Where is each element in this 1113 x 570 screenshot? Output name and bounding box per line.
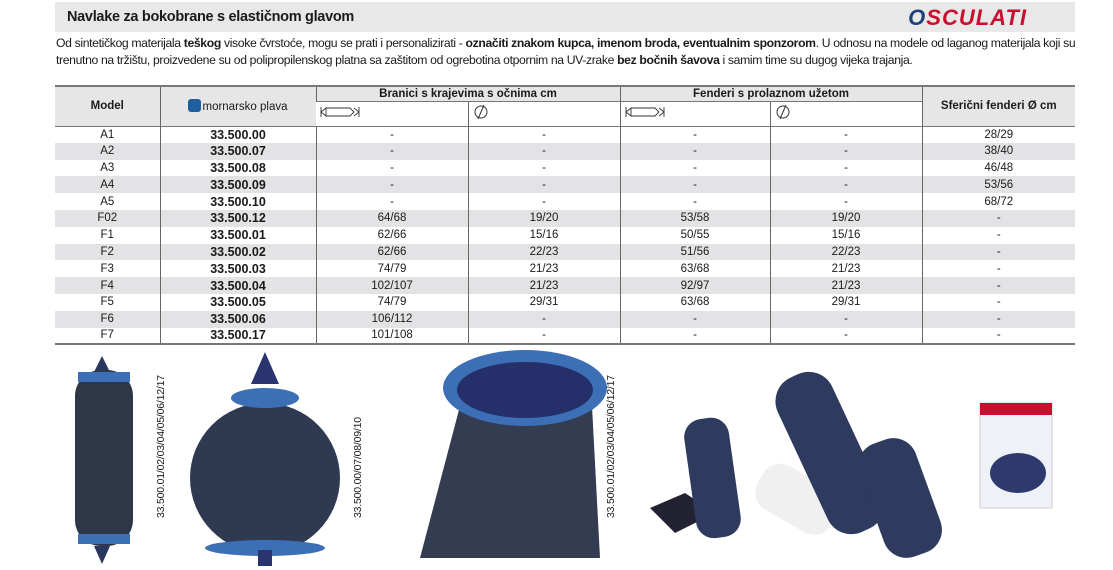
cell-c4: 29/31 <box>770 294 922 311</box>
page-title: Navlake za bokobrane s elastičnom glavom <box>67 9 354 25</box>
cell-c3: - <box>620 160 770 177</box>
cell-c5: 28/29 <box>922 126 1075 143</box>
table-row <box>55 160 1075 177</box>
cell-code: 33.500.01 <box>160 227 316 244</box>
cell-c4: - <box>770 176 922 193</box>
table-row <box>55 260 1075 277</box>
cell-c2: 21/23 <box>468 277 620 294</box>
table-row <box>55 210 1075 227</box>
header-bar <box>55 2 1075 32</box>
cell-model: A5 <box>100 195 115 208</box>
cell-code: 33.500.07 <box>160 143 316 160</box>
table-row <box>55 143 1075 160</box>
table-row <box>55 244 1075 261</box>
cell-c2: 15/16 <box>468 227 620 244</box>
cell-c5: - <box>922 294 1075 311</box>
table-row <box>55 176 1075 193</box>
cell-c4: - <box>770 143 922 160</box>
cell-model: A2 <box>55 143 160 160</box>
cell-c3: 53/58 <box>620 210 770 227</box>
table-row <box>55 126 1075 143</box>
cell-model: F2 <box>55 244 160 261</box>
cell-c4: 21/23 <box>770 277 922 294</box>
cell-c5: - <box>922 260 1075 277</box>
cell-model: F02 <box>55 210 160 227</box>
diameter-icon <box>468 101 620 126</box>
cell-c5: 46/48 <box>922 160 1075 177</box>
cell-c5: 38/40 <box>922 143 1075 160</box>
cell-model: A1 <box>100 128 115 141</box>
diameter-icon <box>770 101 922 126</box>
cell-code: 33.500.03 <box>160 260 316 277</box>
cell-code: 33.500.02 <box>160 244 316 261</box>
cell-code: 33.500.09 <box>160 176 316 193</box>
table-row <box>55 227 1075 244</box>
table-row <box>55 294 1075 311</box>
cell-c4: - <box>770 328 922 345</box>
cell-c3: - <box>620 143 770 160</box>
cell-c1: 62/66 <box>316 244 468 261</box>
cell-code: 33.500.00 <box>160 126 316 143</box>
cell-model: F7 <box>100 329 114 342</box>
cell-c5: - <box>922 210 1075 227</box>
cell-c1: 74/79 <box>316 260 468 277</box>
cell-c5: - <box>922 227 1075 244</box>
cell-c5: - <box>922 277 1075 294</box>
cell-c2: 22/23 <box>468 244 620 261</box>
table-row <box>55 277 1075 294</box>
fender-closeup-photo <box>420 350 607 558</box>
photo-label-3: 33.500.01/02/03/04/05/06/12/17 <box>605 375 617 518</box>
cell-c1: - <box>316 160 468 177</box>
cell-code: 33.500.10 <box>160 193 316 210</box>
cell-model: F3 <box>100 262 114 275</box>
cell-c4: 21/23 <box>770 260 922 277</box>
cylindrical-fender-photo <box>75 356 133 564</box>
cell-c2: 19/20 <box>468 210 620 227</box>
cell-c5: - <box>922 244 1075 261</box>
cell-c2: - <box>468 126 620 143</box>
fender-covers-table <box>55 85 1075 345</box>
header-color: mornarsko plava <box>160 86 316 126</box>
cell-c4: - <box>770 311 922 328</box>
table-row <box>55 311 1075 328</box>
cell-c1: 102/107 <box>316 277 468 294</box>
cell-model: F6 <box>55 311 160 328</box>
cell-c3: 50/55 <box>620 227 770 244</box>
cell-c3: 51/56 <box>620 244 770 261</box>
cell-c2: - <box>468 193 620 210</box>
cell-c2: - <box>468 143 620 160</box>
osculati-logo: OSCULATI <box>908 5 1027 30</box>
length-icon <box>620 101 770 126</box>
cell-c3: - <box>620 193 770 210</box>
cell-code: 33.500.05 <box>160 294 316 311</box>
length-icon <box>316 101 468 126</box>
cell-c3: - <box>620 176 770 193</box>
description: Od sintetičkog materijala teškog visoke čvrstoće, mogu se prati i personalizirati - označiti znakom kupca, imenom broda, eventualnim sponzorom. U odnosu na modele od laganog materijala koji su trenutno na tržištu, proizvedene su od polipropilenskog platna sa zaštitom od ogrebotina otpornim na UV-zrake bez bočnih šavova i samim time su dugog vijeka trajanja. <box>56 36 1076 67</box>
cell-c4: - <box>770 193 922 210</box>
cell-c2: 21/23 <box>468 260 620 277</box>
cell-model: F4 <box>55 277 160 294</box>
cell-c2: 29/31 <box>468 294 620 311</box>
cell-c1: 74/79 <box>316 294 468 311</box>
cell-model: A4 <box>55 176 160 193</box>
cell-c5: - <box>922 328 1075 345</box>
cell-model: F5 <box>100 296 114 309</box>
cell-c4: - <box>770 126 922 143</box>
table-row <box>55 328 1075 345</box>
cell-c3: - <box>620 311 770 328</box>
table-row <box>55 193 1075 210</box>
cell-c2: - <box>468 328 620 345</box>
cell-c1: 106/112 <box>316 311 468 328</box>
cell-c5: 68/72 <box>922 193 1075 210</box>
cell-model: A3 <box>100 161 115 174</box>
photo-label-1: 33.500.01/02/03/04/05/06/12/17 <box>155 375 167 518</box>
cell-c3: - <box>620 328 770 345</box>
cell-model: F1 <box>100 229 114 242</box>
cell-c4: - <box>770 160 922 177</box>
cell-c4: 22/23 <box>770 244 922 261</box>
navy-swatch <box>188 99 201 112</box>
header-group-eye-fenders: Branici s krajevima s očnima cm <box>316 86 620 101</box>
cell-c1: - <box>316 193 468 210</box>
cell-code: 33.500.17 <box>160 328 316 345</box>
cell-c1: 101/108 <box>316 328 468 345</box>
cell-c3: 63/68 <box>620 294 770 311</box>
cell-c5: - <box>922 311 1075 328</box>
spherical-fender-photo <box>190 352 340 566</box>
cell-code: 33.500.08 <box>160 160 316 177</box>
cell-c2: - <box>468 176 620 193</box>
product-package-photo <box>980 403 1052 508</box>
cell-c1: 62/66 <box>316 227 468 244</box>
cell-c1: 64/68 <box>316 210 468 227</box>
cell-c5: 53/56 <box>922 176 1075 193</box>
cell-c1: - <box>316 126 468 143</box>
cell-code: 33.500.04 <box>160 277 316 294</box>
cell-c2: - <box>468 311 620 328</box>
header-model: Model <box>55 86 160 126</box>
cell-c3: 92/97 <box>620 277 770 294</box>
cell-c2: - <box>468 160 620 177</box>
cell-code: 33.500.06 <box>160 311 316 328</box>
cell-c3: 63/68 <box>620 260 770 277</box>
header-spherical: Sferični fenderi Ø cm <box>922 86 1075 126</box>
cell-c4: 19/20 <box>770 210 922 227</box>
cell-c1: - <box>316 176 468 193</box>
photo-label-2: 33.500.00/07/08/09/10 <box>352 417 364 518</box>
cell-c1: - <box>316 143 468 160</box>
header-group-through-rope: Fenderi s prolaznom užetom <box>620 86 922 101</box>
cell-code: 33.500.12 <box>160 210 316 227</box>
product-photos <box>0 348 1113 570</box>
cell-c3: - <box>620 126 770 143</box>
fenders-with-rope-photo <box>650 363 949 564</box>
cell-c4: 15/16 <box>770 227 922 244</box>
